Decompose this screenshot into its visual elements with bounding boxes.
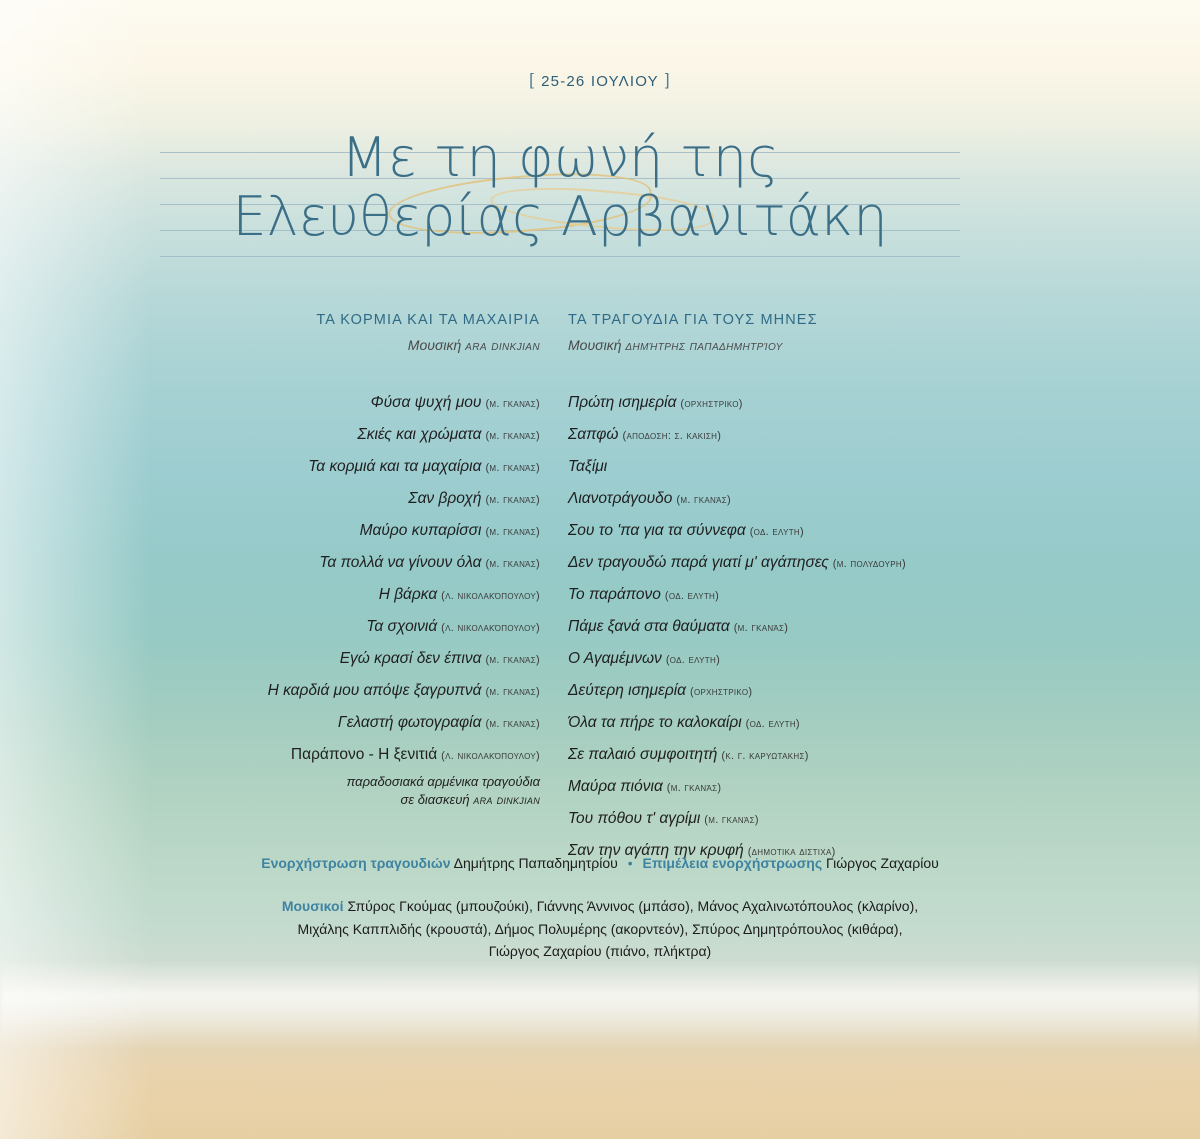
track-row bbox=[568, 811, 998, 827]
track-credit: (οδ. ελυτη) bbox=[749, 526, 804, 538]
tracklist-note-left bbox=[168, 773, 540, 808]
track-title: Τα κορμιά και τα μαχαίρια bbox=[308, 458, 482, 475]
supervision-value: Γιώργος Ζαχαρίου bbox=[826, 855, 939, 871]
track-credit: (λ. νικολακόπουλου) bbox=[441, 750, 540, 762]
track-credit: (μ. γκανάς) bbox=[485, 718, 540, 730]
track-title: Σε παλαιό συμφοιτητή bbox=[568, 746, 718, 763]
composer-name-right: δημήτρης παπαδημητρίου bbox=[625, 337, 783, 353]
track-row bbox=[168, 523, 540, 539]
track-credit: (μ. γκανάς) bbox=[485, 526, 540, 538]
track-credit: (λ. νικολακόπουλου) bbox=[441, 622, 540, 634]
bracket-open-icon: [ bbox=[529, 70, 536, 89]
orchestration-value: Δημήτρης Παπαδημητρίου bbox=[453, 855, 618, 871]
track-title: Σκιές και χρώματα bbox=[357, 426, 482, 443]
track-title: Σου το 'πα για τα σύννεφα bbox=[568, 522, 746, 539]
track-credit: (οδ. ελυτη) bbox=[745, 718, 800, 730]
album-column-left bbox=[168, 312, 540, 808]
track-row bbox=[568, 683, 998, 699]
track-title: Λιανοτράγουδο bbox=[568, 490, 673, 507]
musicians-label: Μουσικοί bbox=[281, 898, 344, 914]
track-title: Πάμε ξανά στα θαύματα bbox=[568, 618, 730, 635]
track-title: Όλα τα πήρε το καλοκαίρι bbox=[568, 714, 742, 731]
track-credit: (μ. γκανάς) bbox=[485, 462, 540, 474]
track-credit: (μ. πολυδουρη) bbox=[832, 558, 906, 570]
album-composer-right bbox=[568, 337, 998, 353]
track-credit: (μ. γκανάς) bbox=[485, 558, 540, 570]
track-row bbox=[568, 491, 998, 507]
musicians-line-3: Γιώργος Ζαχαρίου (πιάνο, πλήκτρα) bbox=[488, 943, 712, 960]
page-title-line1: Με τη φωνή της bbox=[341, 126, 779, 189]
track-credit: (μ. γκανάς) bbox=[485, 398, 540, 410]
musicians-line-2: Μιχάλης Καππλιδής (κρουστά), Δήμος Πολυμέρης (ακορντεόν), Σπύρος Δημητρόπουλος (κιθάρα), bbox=[297, 920, 903, 937]
track-row bbox=[568, 427, 998, 443]
track-title: Μαύρα πιόνια bbox=[568, 778, 663, 795]
track-row bbox=[168, 427, 540, 443]
track-title: Σαν την αγάπη την κρυφή bbox=[568, 842, 744, 859]
musicians-line-2-wrap bbox=[0, 918, 1200, 941]
track-credit: (οδ. ελυτη) bbox=[664, 590, 720, 602]
track-title: Τα πολλά να γίνουν όλα bbox=[319, 554, 482, 571]
separator-dot-icon: • bbox=[627, 855, 633, 871]
musicians-line-3-wrap bbox=[0, 940, 1200, 963]
composer-label-left: Μουσική bbox=[407, 337, 462, 353]
track-credit: (μ. γκανάς) bbox=[485, 430, 540, 442]
track-row bbox=[568, 779, 998, 795]
track-title: Η καρδιά μου απόψε ξαγρυπνά bbox=[267, 682, 482, 699]
tracklist-left bbox=[168, 395, 540, 808]
track-title: Εγώ κρασί δεν έπινα bbox=[339, 650, 482, 667]
track-credit: (κ. γ. καρυωτακης) bbox=[721, 750, 809, 762]
bracket-close-icon: ] bbox=[664, 70, 671, 89]
album-title-left: ΤΑ ΚΟΡΜΙΑ ΚΑΙ ΤΑ ΜΑΧΑΙΡΙΑ bbox=[316, 312, 540, 328]
track-row bbox=[168, 395, 540, 411]
track-row bbox=[168, 587, 540, 603]
track-row bbox=[568, 715, 998, 731]
track-title: Τα σχοινιά bbox=[366, 618, 438, 635]
track-row bbox=[168, 683, 540, 699]
track-title: Ταξίμι bbox=[568, 458, 608, 475]
track-row bbox=[568, 395, 998, 411]
track-title: Η βάρκα bbox=[378, 586, 438, 603]
track-row bbox=[568, 587, 998, 603]
tracklist-columns bbox=[0, 312, 1200, 859]
track-credit: (μ. γκανάς) bbox=[704, 814, 759, 826]
track-credit: (αποδοση: σ. κακιση) bbox=[622, 430, 722, 442]
track-credit: (οδ. ελυτη) bbox=[665, 654, 721, 666]
title-block bbox=[160, 126, 960, 280]
track-credit: (μ. γκανάς) bbox=[485, 686, 540, 698]
track-title: Σαν βροχή bbox=[408, 490, 482, 507]
note-line2-name: ara dinkjian bbox=[473, 791, 540, 807]
track-title: Δεύτερη ισημερία bbox=[568, 682, 686, 699]
credits-block bbox=[0, 855, 1200, 881]
album-column-right bbox=[568, 312, 998, 875]
track-row bbox=[168, 459, 540, 475]
track-credit: (ορχηστρικο) bbox=[690, 686, 753, 698]
page-title bbox=[160, 126, 960, 249]
track-title: Του πόθου τ' αγρίμι bbox=[568, 810, 701, 827]
musicians-line-1: Σπύρος Γκούμας (μπουζούκι), Γιάννης Άννινος (μπάσο), Μάνος Αχαλινωτόπουλος (κλαρίνο), bbox=[347, 898, 919, 914]
track-row bbox=[568, 747, 998, 763]
track-credit: (λ. νικολακόπουλου) bbox=[441, 590, 540, 602]
track-row bbox=[168, 747, 540, 763]
musicians-line bbox=[0, 895, 1200, 918]
album-title-right: ΤΑ ΤΡΑΓΟΥΔΙΑ ΓΙΑ ΤΟΥΣ ΜΗΝΕΣ bbox=[568, 312, 818, 328]
supervision-label: Επιμέλεια ενορχήστρωσης bbox=[642, 855, 823, 871]
musicians-block bbox=[0, 895, 1200, 963]
note-line1: παραδοσιακά αρμένικα τραγούδια bbox=[346, 774, 540, 789]
track-row bbox=[568, 523, 998, 539]
track-row bbox=[568, 619, 998, 635]
track-row bbox=[568, 459, 998, 475]
date-text: 25-26 ΙΟΥΛΙΟΥ bbox=[541, 73, 659, 90]
album-composer-left bbox=[168, 337, 540, 353]
date-line bbox=[0, 70, 1200, 90]
track-credit: (δημοτικα διστιχα) bbox=[747, 846, 836, 858]
track-title: Δεν τραγουδώ παρά γιατί μ' αγάπησες bbox=[568, 554, 829, 571]
track-title: Το παράπονο bbox=[568, 586, 661, 603]
orchestration-label: Ενορχήστρωση τραγουδιών bbox=[261, 855, 451, 871]
track-title: Φύσα ψυχή μου bbox=[370, 394, 482, 411]
page-title-line2: Ελευθερίας Αρβανιτάκη bbox=[232, 185, 888, 249]
track-title: Γελαστή φωτογραφία bbox=[337, 714, 482, 731]
track-row bbox=[168, 715, 540, 731]
track-title: Σαπφώ bbox=[568, 426, 619, 443]
track-title: Πρώτη ισημερία bbox=[568, 394, 677, 411]
track-credit: (ορχηστρικο) bbox=[680, 398, 743, 410]
track-row bbox=[168, 651, 540, 667]
orchestration-row bbox=[0, 855, 1200, 871]
track-row bbox=[168, 555, 540, 571]
composer-label-right: Μουσική bbox=[568, 337, 622, 353]
tracklist-right bbox=[568, 395, 998, 859]
composer-name-left: ara dinkjian bbox=[465, 337, 540, 353]
track-row bbox=[168, 619, 540, 635]
note-line2-prefix: σε διασκευή bbox=[400, 791, 470, 807]
track-credit: (μ. γκανάς) bbox=[666, 782, 722, 794]
track-credit: (μ. γκανάς) bbox=[485, 654, 540, 666]
track-credit: (μ. γκανάς) bbox=[733, 622, 789, 634]
track-credit: (μ. γκανάς) bbox=[485, 494, 540, 506]
track-row bbox=[168, 491, 540, 507]
track-title: Παράπονο - Η ξενιτιά bbox=[290, 746, 438, 763]
track-row bbox=[568, 651, 998, 667]
track-row bbox=[568, 555, 998, 571]
track-title: Μαύρο κυπαρίσσι bbox=[359, 522, 482, 539]
track-credit: (μ. γκανάς) bbox=[676, 494, 731, 506]
track-title: Ο Αγαμέμνων bbox=[568, 650, 662, 667]
